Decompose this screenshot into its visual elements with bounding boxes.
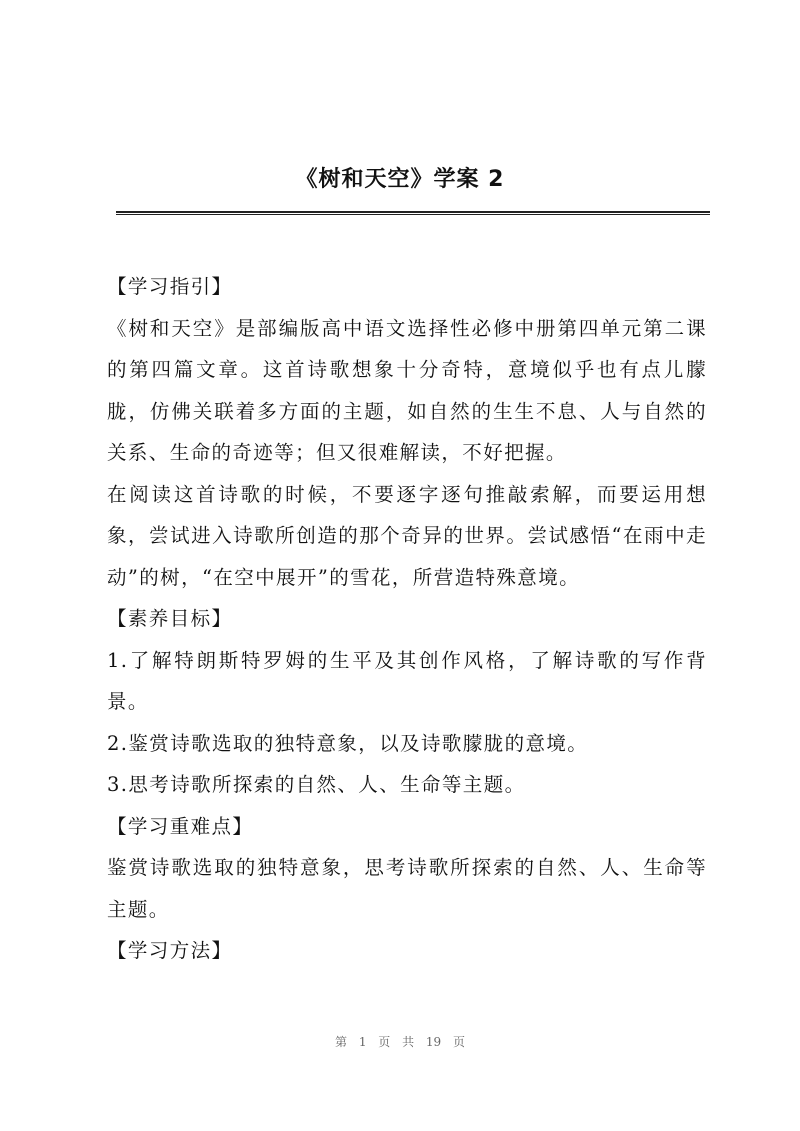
title-divider bbox=[116, 211, 710, 215]
section-heading-literacy-goals: 【素养目标】 bbox=[107, 607, 233, 630]
paragraph-reading-advice: 在阅读这首诗歌的时候，不要逐字逐句推敲索解，而要运用想象，尝试进入诗歌所创造的那个奇异的世界。尝试感悟“在雨中走动”的树，“在空中展开”的雪花，所营造特殊意境。 bbox=[107, 482, 707, 589]
section-heading-key-difficulties: 【学习重难点】 bbox=[107, 814, 254, 838]
paragraph-key-difficulties: 鉴赏诗歌选取的独特意象，思考诗歌所探索的自然、人、生命等主题。 bbox=[107, 856, 707, 921]
section-heading-study-guide: 【学习指引】 bbox=[107, 275, 233, 298]
page-title: 《树和天空》学案 2 bbox=[295, 167, 505, 192]
paragraph-introduction: 《树和天空》是部编版高中语文选择性必修中册第四单元第二课的第四篇文章。这首诗歌想象十分奇特，意境似乎也有点儿朦胧，仿佛关联着多方面的主题，如自然的生生不息、人与自然的关系、生命的奇迹等；但又很难解读，不好把握。 bbox=[107, 316, 707, 464]
goal-item-1: 1.了解特朗斯特罗姆的生平及其创作风格，了解诗歌的写作背景。 bbox=[107, 648, 707, 713]
section-heading-study-methods: 【学习方法】 bbox=[107, 939, 233, 962]
document-body bbox=[107, 266, 707, 972]
goal-item-3: 3.思考诗歌所探索的自然、人、生命等主题。 bbox=[107, 773, 526, 796]
goal-item-2: 2.鉴赏诗歌选取的独特意象，以及诗歌朦胧的意境。 bbox=[107, 731, 589, 755]
page-footer: 第 1 页 共 19 页 bbox=[335, 1035, 465, 1049]
